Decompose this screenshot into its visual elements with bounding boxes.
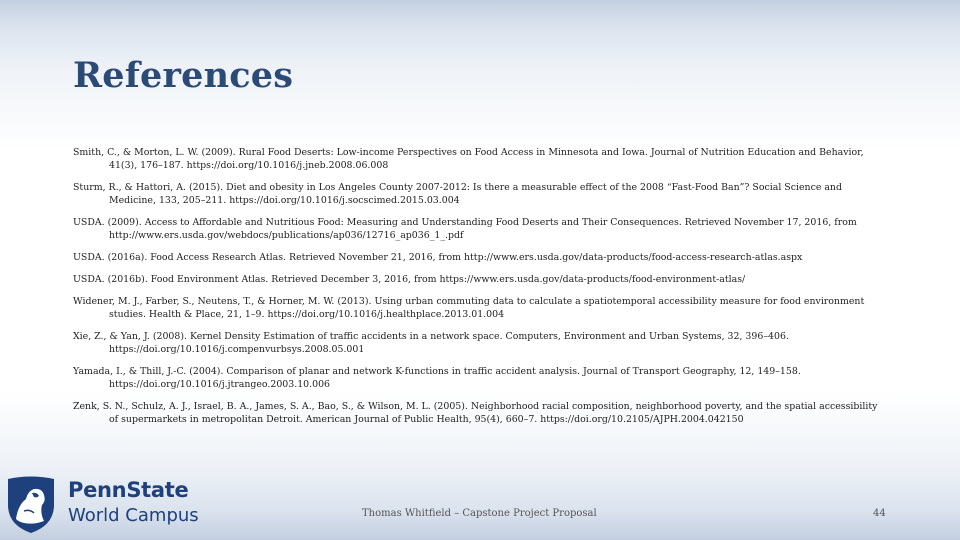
reference-list xyxy=(73,146,888,435)
reference-item: Yamada, I., & Thill, J.-C. (2004). Comparison of planar and network K-functions in traffic accident analysis. Journal of Transport Geography, 12, 149–158. https://doi.org/10.1016/j.jtrangeo.2003.10.006 xyxy=(73,366,801,390)
reference-item: Widener, M. J., Farber, S., Neutens, T., & Horner, M. W. (2013). Using urban commuting data to calculate a spatiotemporal accessibility measure for food environment studies. Health & Place, 21, 1–9. https://doi.org/10.1016/j.healthplace.2013.01.004 xyxy=(73,296,865,320)
penn-state-world-campus-logo xyxy=(4,475,204,531)
reference-item: USDA. (2016b). Food Environment Atlas. Retrieved December 3, 2016, from https://www.ers.usda.gov/data-products/food-environment-atlas/ xyxy=(73,274,746,285)
reference-item: Sturm, R., & Hattori, A. (2015). Diet and obesity in Los Angeles County 2007-2012: Is there a measurable effect of the 2008 “Fast-Food Ban”? Social Science and Medicine, 133, 205–211. https://doi.org/10.1016/j.socscimed.2015.03.004 xyxy=(73,182,842,206)
logo-wordmark-world-campus: World Campus xyxy=(68,505,199,526)
reference-item: USDA. (2016a). Food Access Research Atlas. Retrieved November 21, 2016, from http://www.ers.usda.gov/data-products/food-access-research-atlas.aspx xyxy=(73,252,803,263)
reference-item: USDA. (2009). Access to Affordable and Nutritious Food: Measuring and Understanding Food Deserts and Their Consequences. Retrieved November 17, 2016, from http://www.ers.usda.gov/webdocs/publications/ap036/12716_ap036_1_.pdf xyxy=(73,217,857,241)
page-number: 44 xyxy=(873,508,886,519)
logo-wordmark-pennstate: PennState xyxy=(68,478,189,502)
slide-title: References xyxy=(73,55,294,96)
nittany-lion-shield-icon xyxy=(4,475,58,535)
footer-text: Thomas Whitfield – Capstone Project Proposal xyxy=(362,508,597,519)
reference-item: Zenk, S. N., Schulz, A. J., Israel, B. A., James, S. A., Bao, S., & Wilson, M. L. (2005). Neighborhood racial composition, neighborhood poverty, and the spatial accessibility of supermarkets in metropolitan Detroit. American Journal of Public Health, 95(4), 660–7. https://doi.org/10.2105/AJPH.2004.042150 xyxy=(73,401,878,425)
reference-item: Smith, C., & Morton, L. W. (2009). Rural Food Deserts: Low-income Perspectives on Food Access in Minnesota and Iowa. Journal of Nutrition Education and Behavior, 41(3), 176–187. https://doi.org/10.1016/j.jneb.2008.06.008 xyxy=(73,147,864,171)
reference-item: Xie, Z., & Yan, J. (2008). Kernel Density Estimation of traffic accidents in a network space. Computers, Environment and Urban Systems, 32, 396–406. https://doi.org/10.1016/j.compenvurbsys.2008.05.001 xyxy=(73,331,789,355)
